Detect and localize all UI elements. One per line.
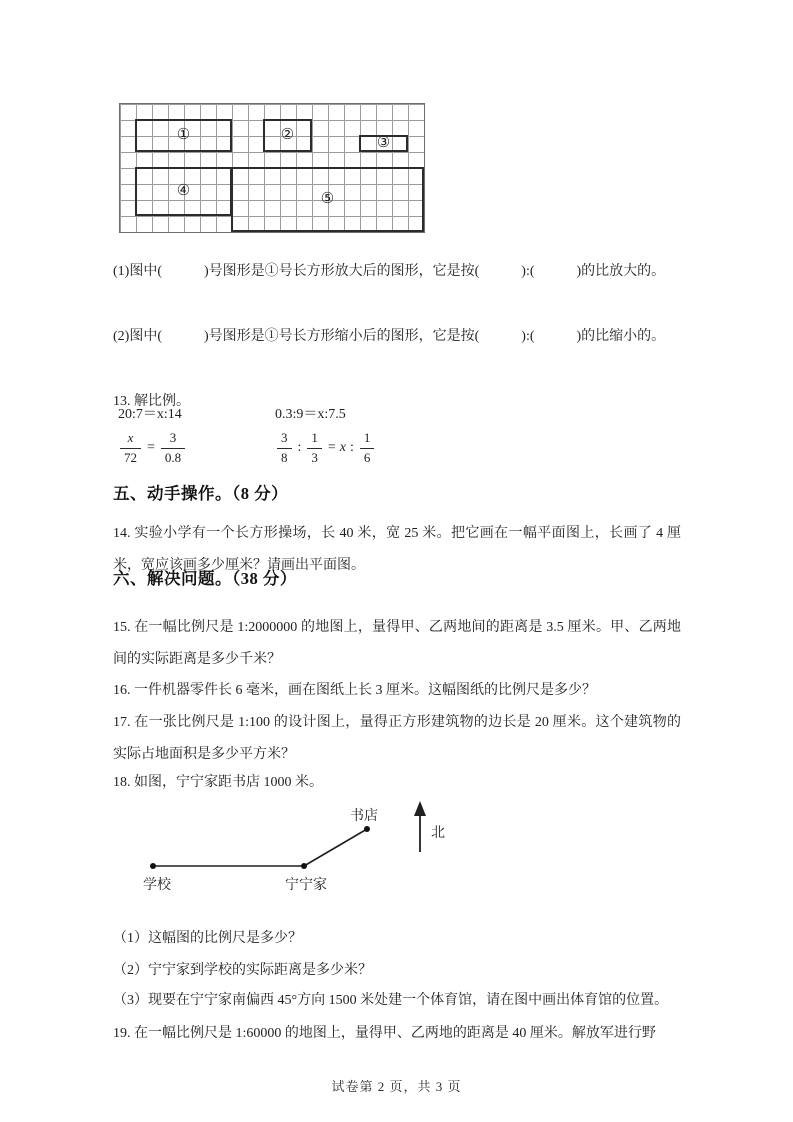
school-dot — [150, 863, 156, 869]
fraction-1-3: $\frac{1}{3}$ — [307, 430, 322, 466]
equals-sign: = — [327, 440, 336, 455]
fraction-x-72: $\frac{x}{72}$ — [120, 430, 141, 466]
question-16: 16. 一件机器零件长 6 毫米，画在图纸上长 3 厘米。这幅图纸的比例尺是多少？ — [113, 683, 596, 698]
equals-sign: = — [147, 440, 155, 455]
grid-rectangle-label-1: ① — [176, 127, 191, 143]
question-18-intro: 18. 如图，宁宁家距书店 1000 米。 — [113, 775, 323, 790]
fraction-3-8: $\frac{3}{8}$ — [277, 430, 292, 466]
equation-1: 20:7＝x:14 — [118, 407, 182, 422]
grid-rectangle-label-4: ④ — [176, 183, 191, 199]
grid-rectangle-5 — [231, 167, 424, 232]
map-diagram — [130, 795, 475, 897]
question-15: 15. 在一幅比例尺是 1:2000000 的地图上，量得甲、乙两地间的距离是 3.5 厘米。甲、乙两地间的实际距离是多少千米？ — [113, 620, 681, 667]
grid-rectangle-label-2: ② — [280, 127, 295, 143]
grid-rectangle-4 — [135, 167, 232, 216]
school-label: 学校 — [143, 878, 171, 893]
question-13-title: 13. 解比例。 — [113, 394, 190, 409]
question-19: 19. 在一幅比例尺是 1:60000 的地图上，量得甲、乙两地的距离是 40 厘米。解放军进行野 — [113, 1026, 656, 1041]
home-dot — [301, 863, 307, 869]
equation-2: 0.3:9＝x:7.5 — [275, 407, 346, 422]
equation-4 — [275, 428, 376, 468]
question-13-equations-row2 — [113, 428, 681, 468]
bookstore-dot — [364, 826, 370, 832]
question-18-sub2: （2）宁宁家到学校的实际距离是多少米？ — [113, 963, 372, 978]
section-5-heading: 五、动手操作。（8 分） — [113, 484, 289, 503]
question-18-sub3: （3）现要在宁宁家南偏西 45°方向 1500 米处建一个体育馆，请在图中画出体育馆的位置。 — [113, 993, 669, 1008]
colon-sign: : — [297, 440, 302, 455]
question-12-part1: (1)图中( )号图形是①号长方形放大后的图形，它是按( ):( )的比放大的。 — [113, 264, 666, 279]
grid-rectangle-1 — [135, 119, 232, 152]
question-17: 17. 在一张比例尺是 1:100 的设计图上，量得正方形建筑物的边长是 20 厘米。这个建筑物的实际占地面积是多少平方米？ — [113, 715, 681, 762]
grid-rectangle-label-5: ⑤ — [320, 191, 335, 207]
north-arrow-head-icon — [414, 801, 426, 816]
variable-x: x — [339, 440, 347, 456]
page-footer: 试卷第 2 页，共 3 页 — [331, 1079, 462, 1094]
grid-rectangle-label-3: ③ — [376, 135, 391, 151]
colon-sign: : — [350, 440, 354, 455]
home-label: 宁宁家 — [285, 878, 327, 893]
grid-figure — [119, 103, 425, 233]
question-12-part2: (2)图中( )号图形是①号长方形缩小后的图形，它是按( ):( )的比缩小的。 — [113, 329, 666, 344]
grid-rectangle-2 — [263, 119, 312, 152]
section-6-heading: 六、解决问题。（38 分） — [113, 569, 297, 588]
equation-3 — [118, 428, 275, 468]
grid-rectangle-3 — [359, 135, 408, 152]
question-13-equations-row1 — [113, 399, 681, 431]
question-18-sub1: （1）这幅图的比例尺是多少？ — [113, 931, 302, 946]
home-bookstore-road-line — [304, 829, 367, 866]
north-label: 北 — [431, 826, 445, 841]
fraction-3-0.8: $\frac{3}{0.8}$ — [161, 430, 185, 466]
bookstore-label: 书店 — [350, 809, 378, 824]
question-14: 14. 实验小学有一个长方形操场，长 40 米，宽 25 米。把它画在一幅平面图上，长画了 4 厘米，宽应该画多少厘米？请画出平面图。 — [113, 526, 681, 573]
fraction-1-6: $\frac{1}{6}$ — [360, 430, 375, 466]
